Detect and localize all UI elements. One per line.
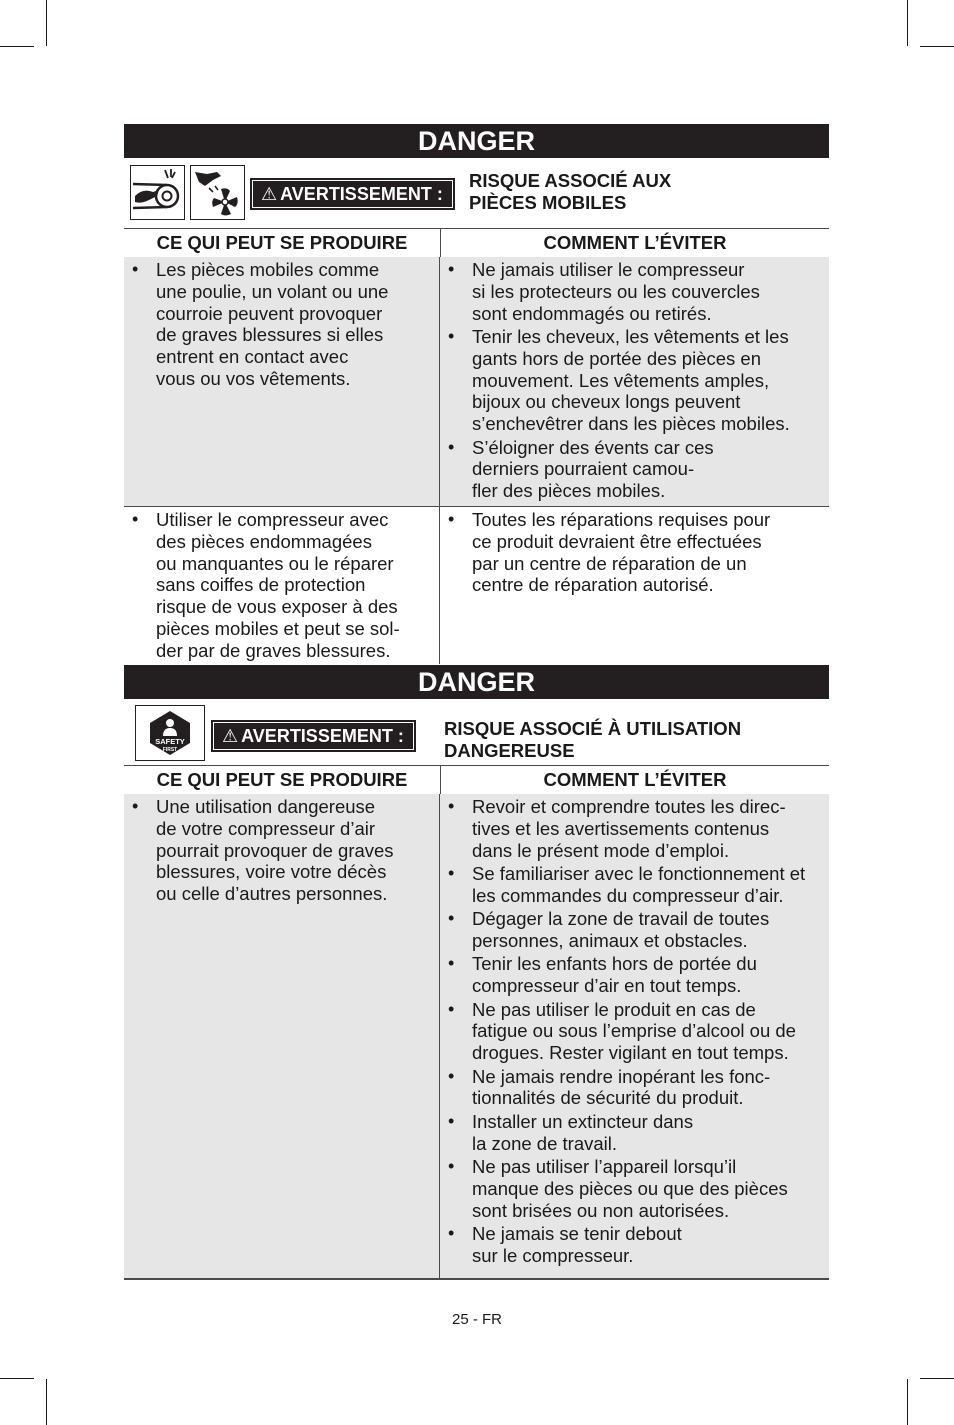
list-item: • Ne jamais utiliser le compresseur si les protecteurs ou les couvercles sont endommagés ou retirés. <box>440 259 829 324</box>
crop-mark <box>920 1378 954 1379</box>
list-item: • Tenir les enfants hors de portée du compresseur d’air en tout temps. <box>440 953 829 997</box>
crop-mark <box>0 46 34 47</box>
list-item: • Une utilisation dangereuse de votre compresseur d’air pourrait provoquer de graves blessures, voire votre décès ou celle d’autres personnes. <box>124 796 439 905</box>
list-item: • Dégager la zone de travail de toutes personnes, animaux et obstacles. <box>440 908 829 952</box>
list-item: • Ne pas utiliser le produit en cas de fatigue ou sous l’emprise d’alcool ou de drogues. Rester vigilant en tout temps. <box>440 999 829 1064</box>
danger-banner: DANGER <box>124 665 829 699</box>
risk-title: RISQUE ASSOCIÉ AUX PIÈCES MOBILES <box>469 170 672 213</box>
list-item: • Utiliser le compresseur avec des pièces endommagées ou manquantes ou le réparer sans coiffes de protection risque de vous exposer à des pièces mobiles et peut se sol- der par de graves blessures. <box>124 509 439 662</box>
page-number: 25 - FR <box>451 1311 502 1328</box>
table-row <box>124 794 829 1280</box>
list-item: • Ne jamais se tenir debout sur le compresseur. <box>440 1223 829 1267</box>
warning-header <box>124 699 829 765</box>
table-row <box>124 507 829 664</box>
danger-section-unsafe-use <box>124 665 829 1266</box>
list-item: • Tenir les cheveux, les vêtements et les gants hors de portée des pièces en mouvement. Les vêtements amples, bijoux ou cheveux longs peuvent s’enchevêtrer dans les pièces mobiles. <box>440 326 829 435</box>
list-item: • Ne pas utiliser l’appareil lorsqu’il manque des pièces ou que des pièces sont brisées ou non autorisées. <box>440 1156 829 1221</box>
safety-label: SAFETY <box>155 737 185 746</box>
risk-title: RISQUE ASSOCIÉ À UTILISATION DANGEREUSE <box>444 718 742 761</box>
crop-mark <box>920 46 954 47</box>
column-headers <box>124 765 829 795</box>
warning-header <box>124 158 829 228</box>
crop-mark <box>46 0 47 46</box>
col-header-what-can-happen: CE QUI PEUT SE PRODUIRE <box>124 229 441 257</box>
list-item: • Toutes les réparations requises pour ce produit devraient être effectuées par un centre de réparation de un centre de réparation autorisé. <box>440 509 829 596</box>
list-item: • Ne jamais rendre inopérant les fonc- tionnalités de sécurité du produit. <box>440 1066 829 1110</box>
moving-parts-belt-icon <box>130 165 185 220</box>
column-headers <box>124 228 829 258</box>
danger-section-moving-parts <box>124 124 829 661</box>
crop-mark <box>0 1378 34 1379</box>
crop-mark <box>907 0 908 46</box>
col-header-how-to-prevent: COMMENT L’ÉVITER <box>543 769 727 790</box>
list-item: • Les pièces mobiles comme une poulie, un volant ou une courroie peuvent provoquer de graves blessures si elles entrent en contact avec vous ou vos vêtements. <box>124 259 439 390</box>
warning-label: ⚠ AVERTISSEMENT : <box>250 178 455 210</box>
warning-triangle-icon: ⚠ <box>222 726 239 746</box>
list-item: • Installer un extincteur dans la zone de travail. <box>440 1111 829 1155</box>
table-row <box>124 257 829 507</box>
warning-triangle-icon: ⚠ <box>261 184 278 204</box>
list-item: • Revoir et comprendre toutes les direc- tives et les avertissements contenus dans le présent mode d’emploi. <box>440 796 829 861</box>
col-header-how-to-prevent: COMMENT L’ÉVITER <box>543 232 727 253</box>
fan-blade-hand-icon <box>190 165 245 220</box>
list-item: • Se familiariser avec le fonctionnement et les commandes du compresseur d’air. <box>440 863 829 907</box>
first-label: FIRST <box>162 747 178 753</box>
danger-banner: DANGER <box>124 124 829 158</box>
list-item: • S’éloigner des évents car ces derniers pourraient camou- fler des pièces mobiles. <box>440 437 829 502</box>
crop-mark <box>907 1379 908 1425</box>
col-header-what-can-happen: CE QUI PEUT SE PRODUIRE <box>124 766 441 794</box>
crop-mark <box>46 1379 47 1425</box>
warning-label: ⚠ AVERTISSEMENT : <box>211 720 416 752</box>
safety-first-icon <box>135 705 205 761</box>
